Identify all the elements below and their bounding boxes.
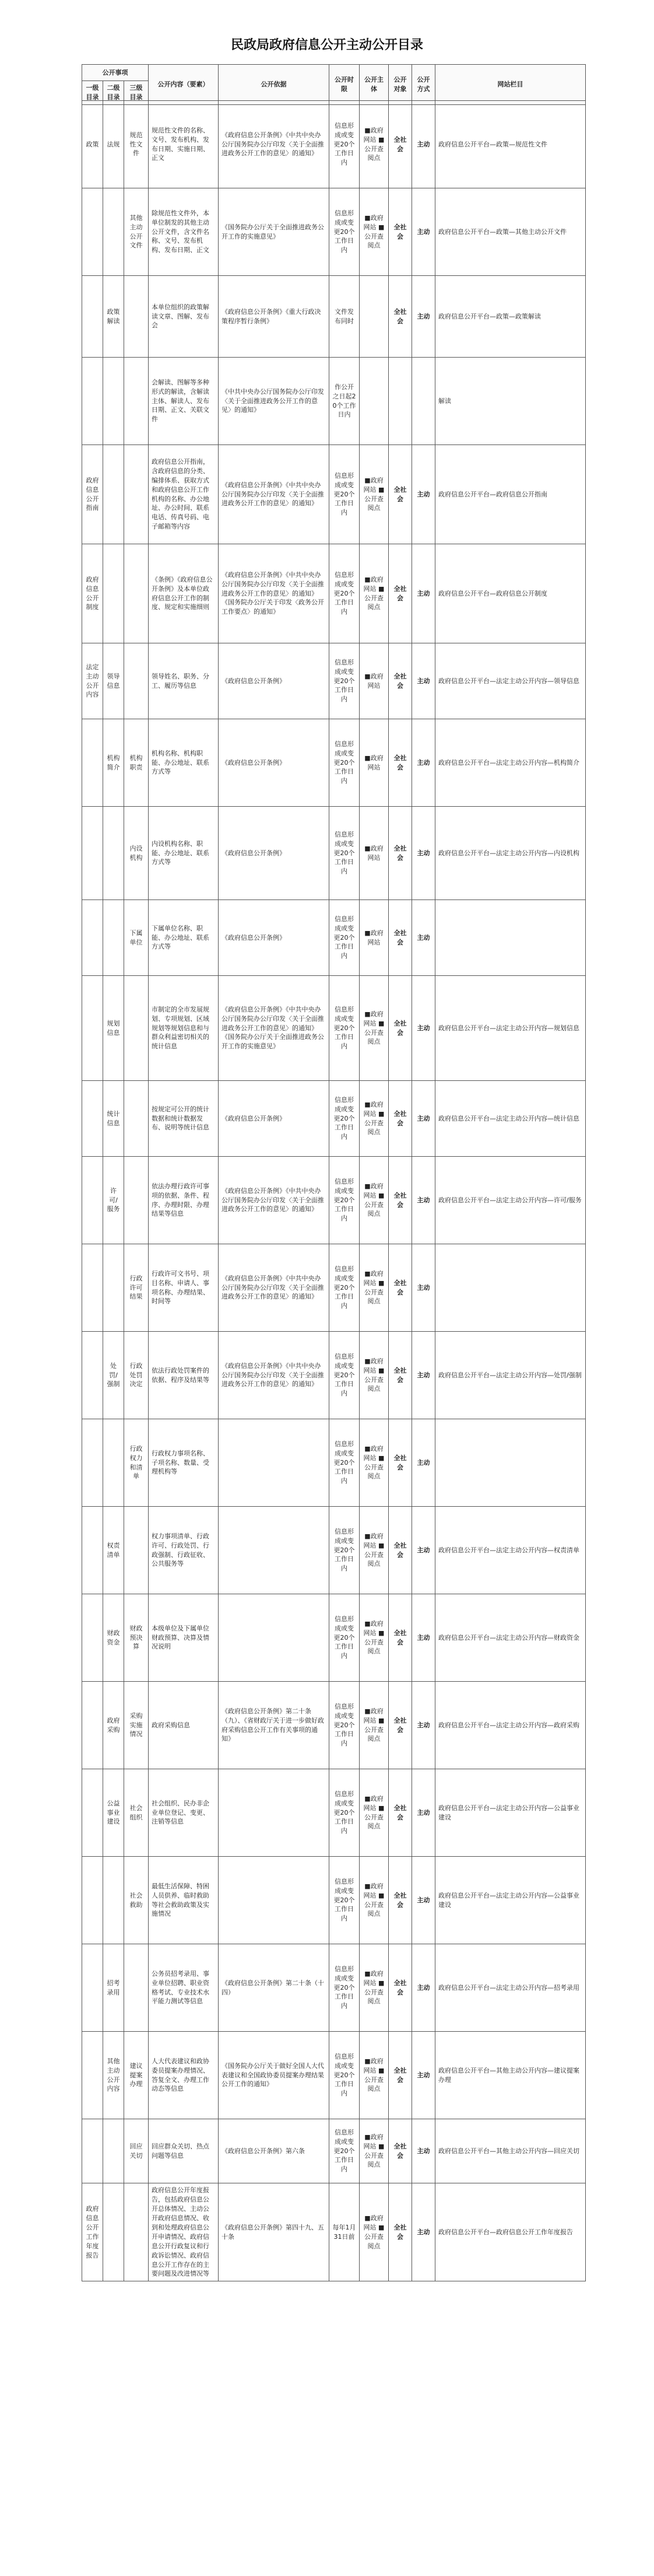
tag-cell: 政府信息公开平台—法定主动公开内容—处罚/强制 xyxy=(435,1332,586,1419)
basis-cell: 《政府信息公开条例》《中共中央办公厅国务院办公厅印发〈关于全面推进政务公开工作的意见〉的通知》《国务院办公厅关于全面推进政务公开工作的实施意见》 xyxy=(219,976,329,1081)
object-cell: 全社会 xyxy=(389,1594,412,1682)
level3-cell: 采购实施情况 xyxy=(124,1682,149,1769)
level1-cell: 政府信息公开工作年度报告 xyxy=(82,2183,103,2281)
content-cell: 公务员招考录用、事业单位招聘、职业资格考试、专业技术水平能力测试等信息 xyxy=(149,1944,219,2032)
level2-cell: 权责清单 xyxy=(103,1507,124,1594)
subject-cell: ■政府网站 ■公开查阅点 xyxy=(360,976,389,1081)
tag-cell: 政府信息公开平台—法定主动公开内容—公益事业建设 xyxy=(435,1769,586,1857)
level1-cell: 政府信息公开制度 xyxy=(82,544,103,643)
level2-cell: 规划信息 xyxy=(103,976,124,1081)
tag-cell xyxy=(435,900,586,976)
level2-cell: 处罚/强制 xyxy=(103,1332,124,1419)
tag-cell: 政府信息公开平台—法定主动公开内容—统计信息 xyxy=(435,1081,586,1157)
subject-cell: ■政府网站 ■公开查阅点 xyxy=(360,1769,389,1857)
method-cell: 主动 xyxy=(412,1507,435,1594)
content-cell: 政府信息公开指南，含政府信息的分类、编排体系、获取方式和政府信息公开工作机构的名称、办公地址、办公时间、联系电话、传真号码、电子邮箱等内容 xyxy=(149,445,219,544)
subject-cell: ■政府网站 ■公开查阅点 xyxy=(360,1244,389,1332)
subject-cell: ■政府网站 ■公开查阅点 xyxy=(360,1507,389,1594)
tag-cell: 政府信息公开平台—政府信息公开工作年度报告 xyxy=(435,2183,586,2281)
catalog-frame xyxy=(82,100,585,2281)
method-cell: 主动 xyxy=(412,1419,435,1507)
content-cell: 内设机构名称、职能、办公地址、联系方式等 xyxy=(149,807,219,900)
basis-cell: 《政府信息公开条例》 xyxy=(219,1081,329,1157)
content-cell: 依法行政处罚案件的依据、程序及结果等 xyxy=(149,1332,219,1419)
method-cell: 主动 xyxy=(412,1594,435,1682)
content-cell: 本单位组织的政策解读文章、图解、发布会 xyxy=(149,276,219,358)
tag-cell: 政府信息公开平台—法定主动公开内容—领导信息 xyxy=(435,643,586,719)
tag-cell: 政府信息公开平台—其他主动公开内容—回应关切 xyxy=(435,2119,586,2183)
subject-cell: ■政府网站 ■公开查阅点 xyxy=(360,445,389,544)
basis-cell: 《政府信息公开条例》 xyxy=(219,719,329,807)
content-cell: 依法办理行政许可事项的依据、条件、程序、办理时限、办理结果等信息 xyxy=(149,1157,219,1244)
table-row xyxy=(82,976,586,1081)
table-row xyxy=(82,445,586,544)
level2-cell xyxy=(103,2183,124,2281)
content-cell: 政府信息公开年度报告，包括政府信息公开总体情况、主动公开政府信息情况、收到和处理政府信息公开申请情况、政府信息公开行政复议和行政诉讼情况、政府信息公开工作存在的主要问题及改进情况等 xyxy=(149,2183,219,2281)
basis-cell xyxy=(219,1419,329,1507)
level3-cell: 下属单位 xyxy=(124,900,149,976)
object-cell: 全社会 xyxy=(389,1857,412,1944)
time-cell: 信息形成或变更20个工作日内 xyxy=(329,1157,360,1244)
subject-cell: ■政府网站 ■公开查阅点 xyxy=(360,1332,389,1419)
level2-cell: 统计信息 xyxy=(103,1081,124,1157)
subject-cell: ■政府网站 xyxy=(360,643,389,719)
level3-cell: 内设机构 xyxy=(124,807,149,900)
time-cell: 文件发布同时 xyxy=(329,276,360,358)
level2-cell: 领导信息 xyxy=(103,643,124,719)
tag-cell: 政府信息公开平台—政策—政策解读 xyxy=(435,276,586,358)
object-cell: 全社会 xyxy=(389,976,412,1081)
level3-cell xyxy=(124,1081,149,1157)
basis-cell: 《国务院办公厅关于做好全国人大代表建议和全国政协委员提案办理结果公开工作的通知》 xyxy=(219,2032,329,2119)
tag-cell: 政府信息公开平台—法定主动公开内容—政府采购 xyxy=(435,1682,586,1769)
header-level3: 三级目录 xyxy=(124,81,149,105)
object-cell: 全社会 xyxy=(389,1157,412,1244)
method-cell: 主动 xyxy=(412,1332,435,1419)
content-cell: 行政许可文书号、项目名称、申请人、事项名称、办理结果、时间等 xyxy=(149,1244,219,1332)
tag-cell xyxy=(435,1244,586,1332)
level2-cell xyxy=(103,1857,124,1944)
basis-cell: 《政府信息公开条例》第二十条（九）、《省财政厅关于进一步做好政府采购信息公开工作有关事项的通知》 xyxy=(219,1682,329,1769)
time-cell: 信息形成或变更20个工作日内 xyxy=(329,544,360,643)
time-cell: 信息形成或变更20个工作日内 xyxy=(329,1332,360,1419)
table-row xyxy=(82,1419,586,1507)
level1-cell xyxy=(82,1081,103,1157)
level3-cell xyxy=(124,2183,149,2281)
header-method: 公开方式 xyxy=(412,65,435,105)
level2-cell xyxy=(103,1244,124,1332)
level2-cell xyxy=(103,445,124,544)
tag-cell: 政府信息公开平台—法定主动公开内容—内设机构 xyxy=(435,807,586,900)
method-cell: 主动 xyxy=(412,1157,435,1244)
header-time: 公开时限 xyxy=(329,65,360,105)
table-row xyxy=(82,358,586,445)
tag-cell: 政府信息公开平台—法定主动公开内容—招考录用 xyxy=(435,1944,586,2032)
level3-cell xyxy=(124,976,149,1081)
level3-cell xyxy=(124,276,149,358)
time-cell: 每年1月31日前 xyxy=(329,2183,360,2281)
method-cell: 主动 xyxy=(412,976,435,1081)
tag-cell: 政府信息公开平台—政策—规范性文件 xyxy=(435,101,586,188)
time-cell: 信息形成或变更20个工作日内 xyxy=(329,976,360,1081)
level3-cell: 回应关切 xyxy=(124,2119,149,2183)
method-cell xyxy=(412,358,435,445)
basis-cell: 《政府信息公开条例》《中共中央办公厅国务院办公厅印发〈关于全面推进政务公开工作的意见〉的通知》 xyxy=(219,101,329,188)
level1-cell xyxy=(82,900,103,976)
tag-cell: 政府信息公开平台—法定主动公开内容—许可/服务 xyxy=(435,1157,586,1244)
table-row xyxy=(82,1594,586,1682)
tag-cell: 政府信息公开平台—法定主动公开内容—规划信息 xyxy=(435,976,586,1081)
time-cell: 信息形成或变更20个工作日内 xyxy=(329,1857,360,1944)
level3-cell: 建议提案办理 xyxy=(124,2032,149,2119)
level1-cell xyxy=(82,1244,103,1332)
level1-cell xyxy=(82,276,103,358)
level3-cell: 行政处罚决定 xyxy=(124,1332,149,1419)
level2-cell xyxy=(103,807,124,900)
content-cell: 《条例》《政府信息公开条例》及本单位政府信息公开工作的制度、规定和实施细则 xyxy=(149,544,219,643)
level3-cell: 社会组织 xyxy=(124,1769,149,1857)
object-cell: 全社会 xyxy=(389,544,412,643)
object-cell: 全社会 xyxy=(389,1944,412,2032)
tag-cell: 政府信息公开平台—法定主动公开内容—机构简介 xyxy=(435,719,586,807)
time-cell: 信息形成或变更20个工作日内 xyxy=(329,1682,360,1769)
basis-cell: 《政府信息公开条例》《重大行政决策程序暂行条例》 xyxy=(219,276,329,358)
subject-cell: ■政府网站 ■公开查阅点 xyxy=(360,1857,389,1944)
level3-cell: 社会救助 xyxy=(124,1857,149,1944)
subject-cell: ■政府网站 ■公开查阅点 xyxy=(360,544,389,643)
level3-cell xyxy=(124,358,149,445)
object-cell: 全社会 xyxy=(389,1332,412,1419)
table-row xyxy=(82,188,586,276)
level2-cell xyxy=(103,544,124,643)
level1-cell xyxy=(82,1507,103,1594)
subject-cell: ■政府网站 ■公开查阅点 xyxy=(360,2119,389,2183)
time-cell: 信息形成或变更20个工作日内 xyxy=(329,1244,360,1332)
table-row xyxy=(82,643,586,719)
level1-cell xyxy=(82,1682,103,1769)
table-row xyxy=(82,1157,586,1244)
level1-cell xyxy=(82,2119,103,2183)
method-cell: 主动 xyxy=(412,719,435,807)
level1-cell xyxy=(82,188,103,276)
level2-cell: 招考录用 xyxy=(103,1944,124,2032)
level1-cell: 政府信息公开指南 xyxy=(82,445,103,544)
table-row xyxy=(82,900,586,976)
method-cell: 主动 xyxy=(412,1769,435,1857)
content-cell: 本级单位及下属单位财政预算、决算及情况说明 xyxy=(149,1594,219,1682)
basis-cell xyxy=(219,1594,329,1682)
level1-cell xyxy=(82,1157,103,1244)
level1-cell xyxy=(82,1332,103,1419)
level3-cell: 行政许可结果 xyxy=(124,1244,149,1332)
content-cell: 政府采购信息 xyxy=(149,1682,219,1769)
level2-cell xyxy=(103,1419,124,1507)
table-row xyxy=(82,101,586,188)
level3-cell xyxy=(124,544,149,643)
level3-cell xyxy=(124,445,149,544)
table-row xyxy=(82,719,586,807)
level1-cell xyxy=(82,976,103,1081)
content-cell: 会解读、图解等多种形式的解读，含解读主体、解读人、发布日期、正文、关联文件 xyxy=(149,358,219,445)
level2-cell xyxy=(103,900,124,976)
level2-cell: 政策解读 xyxy=(103,276,124,358)
object-cell: 全社会 xyxy=(389,1507,412,1594)
table-row xyxy=(82,1857,586,1944)
basis-cell: 《政府信息公开条例》《中共中央办公厅国务院办公厅印发〈关于全面推进政务公开工作的意见〉的通知》 xyxy=(219,1244,329,1332)
content-cell: 权力事项清单、行政许可、行政处罚、行政强制、行政征收、公共服务等 xyxy=(149,1507,219,1594)
basis-cell: 《政府信息公开条例》 xyxy=(219,900,329,976)
method-cell: 主动 xyxy=(412,1081,435,1157)
method-cell: 主动 xyxy=(412,188,435,276)
table-row xyxy=(82,276,586,358)
time-cell: 信息形成或变更20个工作日内 xyxy=(329,1594,360,1682)
time-cell: 信息形成或变更20个工作日内 xyxy=(329,1419,360,1507)
level3-cell: 其他主动公开文件 xyxy=(124,188,149,276)
time-cell: 信息形成或变更20个工作日内 xyxy=(329,900,360,976)
object-cell: 全社会 xyxy=(389,2183,412,2281)
level2-cell: 法规 xyxy=(103,101,124,188)
table-row xyxy=(82,1944,586,2032)
object-cell: 全社会 xyxy=(389,1244,412,1332)
tag-cell: 政府信息公开平台—其他主动公开内容—建议提案办理 xyxy=(435,2032,586,2119)
tag-cell: 政府信息公开平台—政府信息公开制度 xyxy=(435,544,586,643)
content-cell: 领导姓名、职务、分工、履历等信息 xyxy=(149,643,219,719)
time-cell: 信息形成或变更20个工作日内 xyxy=(329,719,360,807)
content-cell: 机构名称、机构职能、办公地址、联系方式等 xyxy=(149,719,219,807)
content-cell: 市制定的全市发展规划、专项规划、区域规划等规划信息和与群众利益密切相关的统计信息 xyxy=(149,976,219,1081)
level3-cell xyxy=(124,1944,149,2032)
level1-cell xyxy=(82,358,103,445)
object-cell: 全社会 xyxy=(389,445,412,544)
level2-cell: 其他主动公开内容 xyxy=(103,2032,124,2119)
time-cell: 信息形成或变更20个工作日内 xyxy=(329,2032,360,2119)
basis-cell xyxy=(219,1507,329,1594)
header-table xyxy=(82,64,586,105)
object-cell: 全社会 xyxy=(389,101,412,188)
basis-cell: 《政府信息公开条例》《中共中央办公厅国务院办公厅印发〈关于全面推进政务公开工作的意见〉的通知》 xyxy=(219,1157,329,1244)
subject-cell: ■政府网站 ■公开查阅点 xyxy=(360,2183,389,2281)
method-cell: 主动 xyxy=(412,900,435,976)
level3-cell xyxy=(124,643,149,719)
basis-cell: 《政府信息公开条例》《中共中央办公厅国务院办公厅印发〈关于全面推进政务公开工作的意见〉的通知》《国务院办公厅关于印发〈政务公开工作要点〉的通知》 xyxy=(219,544,329,643)
subject-cell: ■政府网站 ■公开查阅点 xyxy=(360,188,389,276)
header-basis: 公开依据 xyxy=(219,65,329,105)
tag-cell: 解读 xyxy=(435,358,586,445)
method-cell: 主动 xyxy=(412,445,435,544)
basis-cell: 《政府信息公开条例》 xyxy=(219,807,329,900)
method-cell: 主动 xyxy=(412,807,435,900)
tag-cell: 政府信息公开平台—法定主动公开内容—财政资金 xyxy=(435,1594,586,1682)
table-row xyxy=(82,2183,586,2281)
subject-cell: ■政府网站 ■公开查阅点 xyxy=(360,1944,389,2032)
level2-cell: 机构简介 xyxy=(103,719,124,807)
level2-cell: 许可/服务 xyxy=(103,1157,124,1244)
method-cell: 主动 xyxy=(412,544,435,643)
time-cell: 信息形成或变更20个工作日内 xyxy=(329,643,360,719)
object-cell xyxy=(389,358,412,445)
method-cell: 主动 xyxy=(412,643,435,719)
subject-cell: ■政府网站 ■公开查阅点 xyxy=(360,1419,389,1507)
time-cell: 信息形成或变更20个工作日内 xyxy=(329,1944,360,2032)
table-row xyxy=(82,1081,586,1157)
object-cell: 全社会 xyxy=(389,1081,412,1157)
catalog-table xyxy=(82,100,586,2281)
method-cell: 主动 xyxy=(412,1857,435,1944)
level3-cell: 规范性文件 xyxy=(124,101,149,188)
time-cell: 信息形成或变更20个工作日内 xyxy=(329,445,360,544)
basis-cell: 《政府信息公开条例》第四十九、五十条 xyxy=(219,2183,329,2281)
basis-cell: 《政府信息公开条例》《中共中央办公厅国务院办公厅印发〈关于全面推进政务公开工作的意见〉的通知》 xyxy=(219,445,329,544)
table-row xyxy=(82,2119,586,2183)
object-cell: 全社会 xyxy=(389,188,412,276)
time-cell: 信息形成或变更20个工作日内 xyxy=(329,1769,360,1857)
content-cell: 下属单位名称、职能、办公地址、联系方式等 xyxy=(149,900,219,976)
level2-cell: 政府采购 xyxy=(103,1682,124,1769)
tag-cell: 政府信息公开平台—法定主动公开内容—公益事业建设 xyxy=(435,1857,586,1944)
level3-cell: 行政权力和清单 xyxy=(124,1419,149,1507)
basis-cell xyxy=(219,1769,329,1857)
content-cell: 回应群众关切、热点问题等信息 xyxy=(149,2119,219,2183)
method-cell: 主动 xyxy=(412,276,435,358)
method-cell: 主动 xyxy=(412,1244,435,1332)
table-row xyxy=(82,1682,586,1769)
subject-cell: ■政府网站 xyxy=(360,807,389,900)
content-cell: 行政权力事项名称、子项名称、数量、受理机构等 xyxy=(149,1419,219,1507)
basis-cell: 《政府信息公开条例》《中共中央办公厅国务院办公厅印发〈关于全面推进政务公开工作的意见〉的通知》 xyxy=(219,1332,329,1419)
subject-cell: ■政府网站 ■公开查阅点 xyxy=(360,1157,389,1244)
level2-cell xyxy=(103,2119,124,2183)
content-cell: 按规定可公开的统计数据和统计数据发布、说明等统计信息 xyxy=(149,1081,219,1157)
content-cell: 规范性文件的名称、文号、发布机构、发布日期、实施日期、正文 xyxy=(149,101,219,188)
table-row xyxy=(82,807,586,900)
header-level2: 二级目录 xyxy=(103,81,124,105)
subject-cell: ■政府网站 ■公开查阅点 xyxy=(360,1081,389,1157)
table-row xyxy=(82,544,586,643)
object-cell: 全社会 xyxy=(389,807,412,900)
object-cell: 全社会 xyxy=(389,900,412,976)
level3-cell: 机构职责 xyxy=(124,719,149,807)
basis-cell: 《政府信息公开条例》第二十条（十四） xyxy=(219,1944,329,2032)
table-row xyxy=(82,2032,586,2119)
level1-cell: 法定主动公开内容 xyxy=(82,643,103,719)
time-cell: 信息形成或变更20个工作日内 xyxy=(329,807,360,900)
level1-cell xyxy=(82,1769,103,1857)
content-cell: 最低生活保障、特困人员供养、临时救助等社会救助政策及实施情况 xyxy=(149,1857,219,1944)
level1-cell: 政策 xyxy=(82,101,103,188)
level1-cell xyxy=(82,1594,103,1682)
method-cell: 主动 xyxy=(412,101,435,188)
time-cell: 作公开之日起20个工作日内 xyxy=(329,358,360,445)
tag-cell xyxy=(435,1419,586,1507)
level3-cell xyxy=(124,1157,149,1244)
header-matter: 公开事项 xyxy=(82,65,149,81)
header-content: 公开内容（要素） xyxy=(149,65,219,105)
level1-cell xyxy=(82,1419,103,1507)
content-cell: 社会组织、民办非企业单位登记、变更、注销等信息 xyxy=(149,1769,219,1857)
object-cell: 全社会 xyxy=(389,1419,412,1507)
content-cell: 除规范性文件外，本单位制发的其他主动公开文件，含文件名称、文号、发布机构、发布日期、正文 xyxy=(149,188,219,276)
level3-cell xyxy=(124,1507,149,1594)
object-cell: 全社会 xyxy=(389,276,412,358)
level2-cell xyxy=(103,358,124,445)
subject-cell: ■政府网站 ■公开查阅点 xyxy=(360,1682,389,1769)
level2-cell: 公益事业建设 xyxy=(103,1769,124,1857)
level1-cell xyxy=(82,719,103,807)
time-cell: 信息形成或变更20个工作日内 xyxy=(329,1081,360,1157)
subject-cell: ■政府网站 ■公开查阅点 xyxy=(360,2032,389,2119)
subject-cell xyxy=(360,276,389,358)
subject-cell: ■政府网站 xyxy=(360,900,389,976)
method-cell: 主动 xyxy=(412,2183,435,2281)
object-cell: 全社会 xyxy=(389,643,412,719)
basis-cell: 《政府信息公开条例》 xyxy=(219,643,329,719)
catalog-body xyxy=(82,101,586,2281)
object-cell: 全社会 xyxy=(389,1769,412,1857)
time-cell: 信息形成或变更20个工作日内 xyxy=(329,2119,360,2183)
tag-cell: 政府信息公开平台—法定主动公开内容—权责清单 xyxy=(435,1507,586,1594)
level2-cell: 财政资金 xyxy=(103,1594,124,1682)
header-subject: 公开主体 xyxy=(360,65,389,105)
method-cell: 主动 xyxy=(412,1944,435,2032)
tag-cell: 政府信息公开平台—政策—其他主动公开文件 xyxy=(435,188,586,276)
object-cell: 全社会 xyxy=(389,719,412,807)
table-row xyxy=(82,1332,586,1419)
subject-cell: ■政府网站 xyxy=(360,719,389,807)
table-row xyxy=(82,1769,586,1857)
page-title: 民政局政府信息公开主动公开目录 xyxy=(230,37,423,52)
header-level1: 一级目录 xyxy=(82,81,103,105)
basis-cell xyxy=(219,1857,329,1944)
time-cell: 信息形成或变更20个工作日内 xyxy=(329,188,360,276)
header-object: 公开对象 xyxy=(389,65,412,105)
object-cell: 全社会 xyxy=(389,2119,412,2183)
level2-cell xyxy=(103,188,124,276)
time-cell: 信息形成或变更20个工作日内 xyxy=(329,101,360,188)
level1-cell xyxy=(82,1857,103,1944)
header-tag: 网站栏目 xyxy=(435,65,586,105)
content-cell: 人大代表建议和政协委员提案办理情况、答复全文、办理工作动态等信息 xyxy=(149,2032,219,2119)
object-cell: 全社会 xyxy=(389,1682,412,1769)
tag-cell: 政府信息公开平台—政府信息公开指南 xyxy=(435,445,586,544)
method-cell: 主动 xyxy=(412,1682,435,1769)
basis-cell: 《中共中央办公厅国务院办公厅印发〈关于全面推进政务公开工作的意见〉的通知》 xyxy=(219,358,329,445)
header-frame xyxy=(82,64,585,105)
level1-cell xyxy=(82,1944,103,2032)
object-cell: 全社会 xyxy=(389,2032,412,2119)
level3-cell: 财政预决算 xyxy=(124,1594,149,1682)
basis-cell: 《政府信息公开条例》第六条 xyxy=(219,2119,329,2183)
method-cell: 主动 xyxy=(412,2032,435,2119)
subject-cell: ■政府网站 ■公开查阅点 xyxy=(360,1594,389,1682)
table-row xyxy=(82,1507,586,1594)
time-cell: 信息形成或变更20个工作日内 xyxy=(329,1507,360,1594)
level1-cell xyxy=(82,2032,103,2119)
subject-cell xyxy=(360,358,389,445)
level1-cell xyxy=(82,807,103,900)
method-cell: 主动 xyxy=(412,2119,435,2183)
basis-cell: 《国务院办公厅关于全面推进政务公开工作的实施意见》 xyxy=(219,188,329,276)
table-row xyxy=(82,1244,586,1332)
subject-cell: ■政府网站 ■公开查阅点 xyxy=(360,101,389,188)
